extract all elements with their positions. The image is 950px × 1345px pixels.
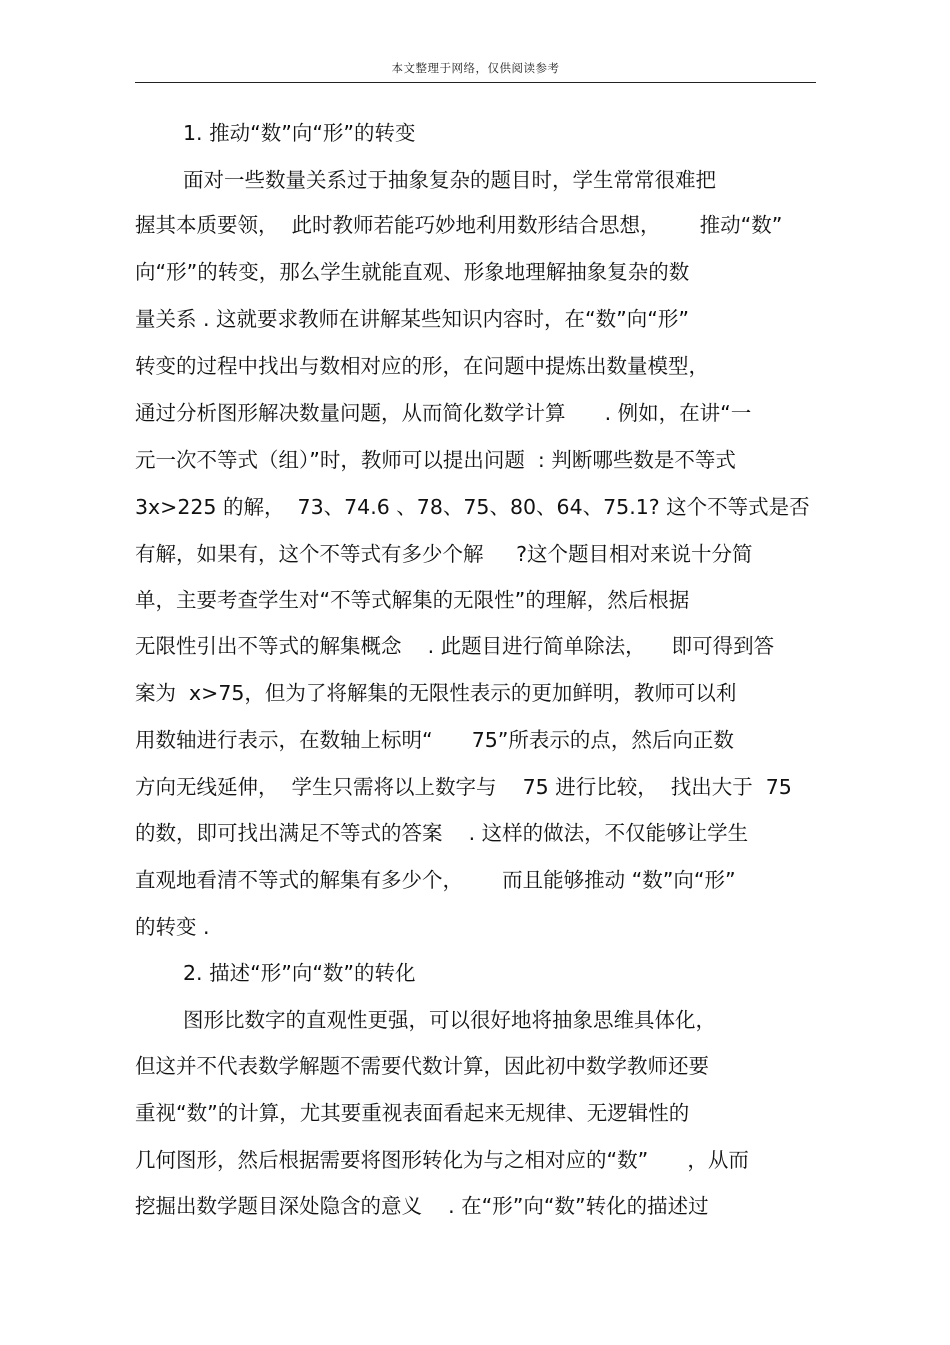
paragraph-line: 向“形”的转变，那么学生就能直观、形象地理解抽象复杂的数 (135, 260, 690, 284)
paragraph-line: 的转变 . (135, 915, 210, 939)
paragraph-line: 无限性引出不等式的解集概念 . 此题目进行简单除法， 即可得到答 (135, 634, 775, 658)
paragraph-line: 挖掘出数学题目深处隐含的意义 . 在“形”向“数”转化的描述过 (135, 1194, 709, 1218)
paragraph-line: 转变的过程中找出与数相对应的形，在问题中提炼出数量模型， (135, 354, 709, 378)
paragraph-line: 的数，即可找出满足不等式的答案 . 这样的做法，不仅能够让学生 (135, 821, 749, 845)
paragraph-line: 方向无线延伸， 学生只需将以上数字与 75 进行比较， 找出大于 75 (135, 775, 792, 799)
paragraph-line: 重视“数”的计算，尤其要重视表面看起来无规律、无逻辑性的 (135, 1101, 690, 1125)
header-text: 本文整理于网络，仅供阅读参考 (391, 61, 560, 75)
paragraph-line: 用数轴进行表示，在数轴上标明“ 75”所表示的点，然后向正数 (135, 728, 734, 752)
page-header (135, 54, 816, 83)
section-heading-1: 1. 推动“数”向“形”的转变 (183, 121, 416, 145)
paragraph-line: 但这并不代表数学解题不需要代数计算，因此初中数学教师还要 (135, 1054, 709, 1078)
paragraph-line: 图形比数字的直观性更强，可以很好地将抽象思维具体化， (183, 1008, 716, 1032)
paragraph-line: 握其本质要领， 此时教师若能巧妙地利用数形结合思想， 推动“数” (135, 213, 783, 237)
paragraph-line: 直观地看清不等式的解集有多少个， 而且能够推动 “数”向“形” (135, 868, 736, 892)
paragraph-line: 几何图形，然后根据需要将图形转化为与之相对应的“数” ，从而 (135, 1148, 749, 1172)
paragraph-line: 面对一些数量关系过于抽象复杂的题目时，学生常常很难把 (183, 168, 716, 192)
paragraph-line: 单，主要考查学生对“不等式解集的无限性”的理解，然后根据 (135, 588, 690, 612)
paragraph-line: 元一次不等式（组）”时，教师可以提出问题 : 判断哪些数是不等式 (135, 448, 736, 472)
paragraph-line: 量关系 . 这就要求教师在讲解某些知识内容时，在“数”向“形” (135, 307, 690, 331)
paragraph-line: 案为 x>75，但为了将解集的无限性表示的更加鲜明，教师可以利 (135, 681, 737, 705)
paragraph-line: 有解，如果有，这个不等式有多少个解 ?这个题目相对来说十分简 (135, 542, 753, 566)
section-heading-2: 2. 描述“形”向“数”的转化 (183, 961, 416, 985)
paragraph-line: 通过分析图形解决数量问题，从而简化数学计算 . 例如，在讲“一 (135, 401, 752, 425)
paragraph-line: 3x>225 的解， 73、74.6 、78、75、80、64、75.1? 这个不等式是否 (135, 495, 810, 519)
